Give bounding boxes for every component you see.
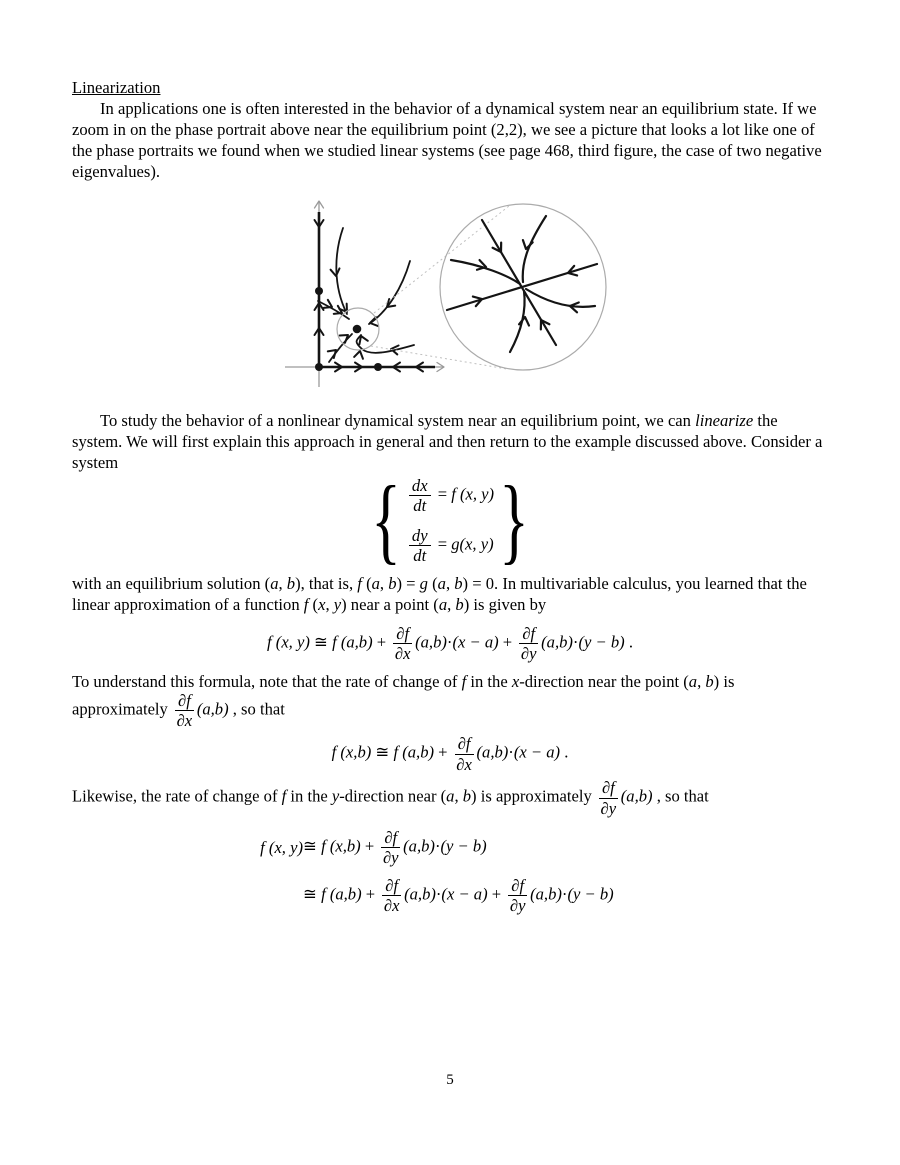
- equation-y-direction: [225, 829, 675, 915]
- fraction: $\frac{\partial f}{\partial y}$: [600, 778, 617, 818]
- paragraph-intro: In applications one is often interested in the behavior of a dynamical system near an equilibrium state. If we zoom in on the phase portrait above near the equilibrium point (2,2), we see a picture that looks a lot like one of the phase portraits we found when we studied linear systems (see page 468, third figure, the case of two negative eigenvalues).: [72, 99, 822, 181]
- system-equation-row-1: $\frac{dx}{dt}$ = f (x, y): [406, 477, 494, 515]
- fraction: $\frac{\partial f}{\partial x}$: [394, 623, 411, 664]
- fraction: $\frac{\partial f}{\partial x}$: [456, 734, 472, 774]
- fraction: $\frac{\partial f}{\partial x}$: [383, 875, 400, 916]
- zoomed-node-portrait: [447, 216, 597, 352]
- equation-y-direction-line-2: ≅ f (a,b) + $\frac{\partial f}{\partial x}$ (a,b)·(x − a) + $\frac{\partial f}{\partial y}$ (a,b)·(y − b): [303, 875, 614, 916]
- fraction: $\frac{dx}{dt}$: [409, 477, 431, 515]
- phase-portrait-figure: [283, 194, 617, 392]
- mini-portrait-axes: [285, 201, 444, 387]
- paragraph-y-direction: Likewise, the rate of change of f in the y-direction near (a, b) is approximately $\frac{\partial f}{\partial y}$ (a,b) , so that: [72, 778, 709, 818]
- mini-portrait-trajectories: [318, 228, 414, 362]
- equilibrium-points: [315, 287, 382, 371]
- fraction: $\frac{dy}{dt}$: [409, 527, 431, 565]
- paragraph-x-direction: To understand this formula, note that the rate of change of f in the x-direction near the point (a, b) is approximately $\frac{\partial f}{\partial x}$ (a,b) , so that: [72, 671, 735, 730]
- fraction: $\frac{\partial f}{\partial y}$: [509, 875, 526, 916]
- left-brace: {: [371, 468, 401, 574]
- right-brace: }: [499, 468, 529, 574]
- fraction: $\frac{\partial f}{\partial y}$: [520, 623, 537, 664]
- fraction: $\frac{\partial f}{\partial y}$: [382, 828, 399, 868]
- fraction: $\frac{\partial f}{\partial x}$: [176, 690, 193, 730]
- equation-x-direction: f (x,b) ≅ f (a,b) + $\frac{\partial f}{\partial x}$ (a,b)·(x − a) .: [331, 734, 569, 774]
- phase-portrait-svg: [283, 194, 617, 392]
- paragraph-equilibrium: with an equilibrium solution (a, b), that is, f (a, b) = g (a, b) = 0. In multivariable calculus, you learned that the linear approximation of a function f (x, y) near a point (a, b) is given by: [72, 573, 807, 614]
- page-number: 5: [446, 1072, 454, 1088]
- equation-y-direction-line-1: f (x, y) ≅ f (x,b) + $\frac{\partial f}{\partial y}$ (a,b)·(y − b): [260, 828, 487, 868]
- system-equations: [72, 468, 828, 574]
- section-title: Linearization: [72, 78, 161, 97]
- equation-linear-approximation: f (x, y) ≅ f (a,b) + $\frac{\partial f}{\partial x}$ (a,b)·(x − a) + $\frac{\partial f}{\partial y}$ (a,b)·(y − b) .: [267, 623, 633, 664]
- mini-portrait-axis-trajectories: [315, 212, 436, 372]
- system-equation-row-2: $\frac{dy}{dt}$ = g(x, y): [406, 527, 494, 565]
- paragraph-linearize: To study the behavior of a nonlinear dynamical system near an equilibrium point, we can linearize the system. We will first explain this approach in general and then return to the example discussed above. Consider a system: [72, 411, 823, 472]
